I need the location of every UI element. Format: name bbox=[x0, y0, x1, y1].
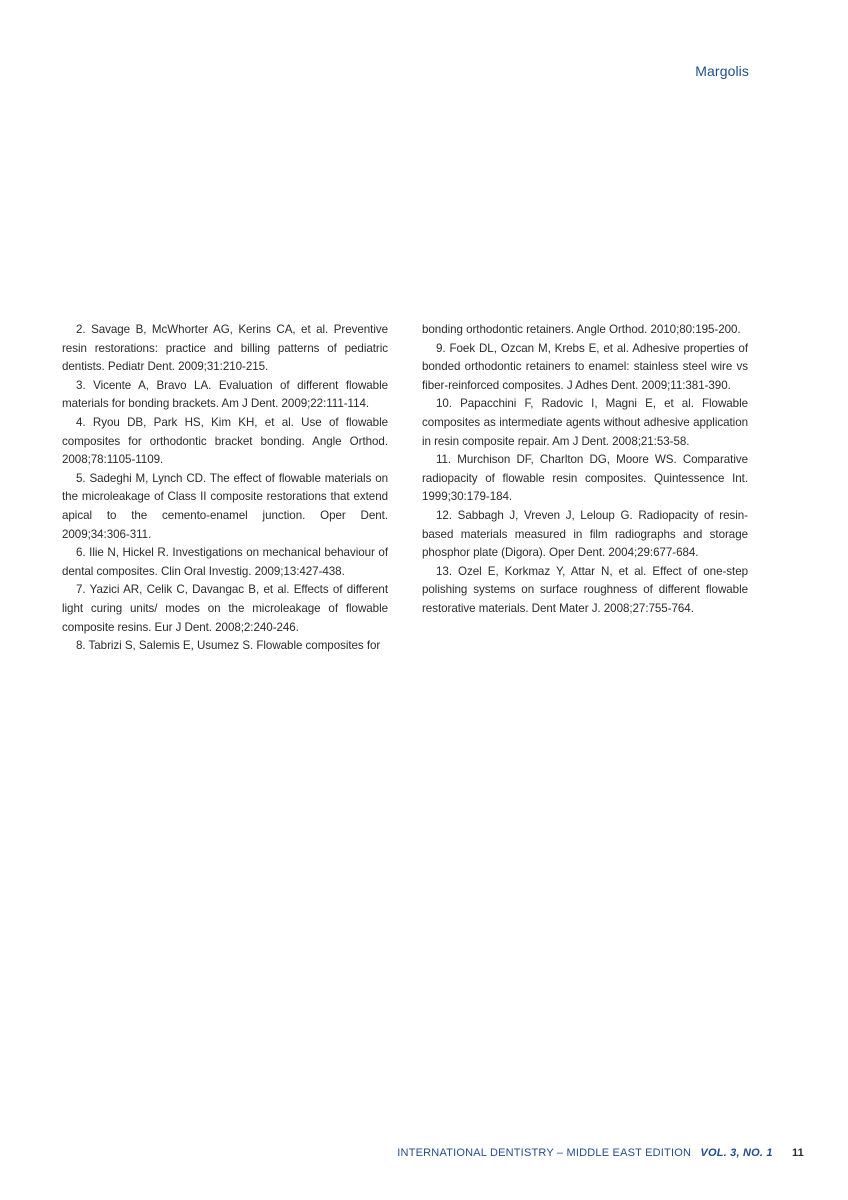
reference-column-left bbox=[62, 321, 388, 656]
footer-volume: VOL. 3, NO. 1 bbox=[700, 1147, 773, 1159]
reference-item: 10. Papacchini F, Radovic I, Magni E, et al. Flowable composites as intermediate agents without adhesive application in resin composite repair. Am J Dent. 2008;21:53-58. bbox=[422, 397, 748, 448]
reference-column-right bbox=[422, 321, 748, 656]
page-footer bbox=[397, 1147, 804, 1159]
reference-item: 12. Sabbagh J, Vreven J, Leloup G. Radiopacity of resin-based materials measured in film radiographs and storage phosphor plate (Digora). Oper Dent. 2004;29:677-684. bbox=[422, 508, 748, 560]
reference-item-continuation: bonding orthodontic retainers. Angle Orthod. 2010;80:195-200. bbox=[422, 323, 741, 336]
reference-item: 8. Tabrizi S, Salemis E, Usumez S. Flowable composites for bbox=[76, 639, 381, 653]
reference-item: 11. Murchison DF, Charlton DG, Moore WS. Comparative radiopacity of flowable resin composites. Quintessence Int. 1999;30:179-184. bbox=[422, 453, 748, 504]
reference-list bbox=[62, 321, 748, 656]
reference-item: 5. Sadeghi M, Lynch CD. The effect of flowable materials on the microleakage of Class II composite restorations that extend apical to the cemento-enamel junction. Oper Dent. 2009;34:306-311. bbox=[62, 471, 388, 541]
running-head-author: Margolis bbox=[695, 63, 749, 79]
reference-item: 4. Ryou DB, Park HS, Kim KH, et al. Use of flowable composites for orthodontic bracket bonding. Angle Orthod. 2008;78:1105-1109. bbox=[62, 415, 388, 467]
page-number: 11 bbox=[791, 1147, 804, 1159]
footer-journal-title: INTERNATIONAL DENTISTRY – MIDDLE EAST EDITION bbox=[397, 1147, 692, 1159]
reference-item: 6. Ilie N, Hickel R. Investigations on mechanical behaviour of dental composites. Clin Oral Investig. 2009;13:427-438. bbox=[62, 546, 388, 578]
reference-item: 13. Ozel E, Korkmaz Y, Attar N, et al. Effect of one-step polishing systems on surface roughness of different flowable restorative materials. Dent Mater J. 2008;27:755-764. bbox=[422, 564, 748, 615]
reference-item: 3. Vicente A, Bravo LA. Evaluation of different flowable materials for bonding brackets. Am J Dent. 2009;22:111-114. bbox=[62, 378, 388, 411]
reference-item: 2. Savage B, McWhorter AG, Kerins CA, et al. Preventive resin restorations: practice and billing patterns of pediatric dentists. Pediatr Dent. 2009;31:210-215. bbox=[62, 323, 388, 374]
reference-item: 7. Yazici AR, Celik C, Davangac B, et al. Effects of different light curing units/ modes on the microleakage of flowable composite resins. Eur J Dent. 2008;2:240-246. bbox=[62, 583, 388, 634]
reference-item: 9. Foek DL, Ozcan M, Krebs E, et al. Adhesive properties of bonded orthodontic retainers to enamel: stainless steel wire vs fiber-reinforced composites. J Adhes Dent. 2009;11:381-390. bbox=[422, 341, 748, 392]
